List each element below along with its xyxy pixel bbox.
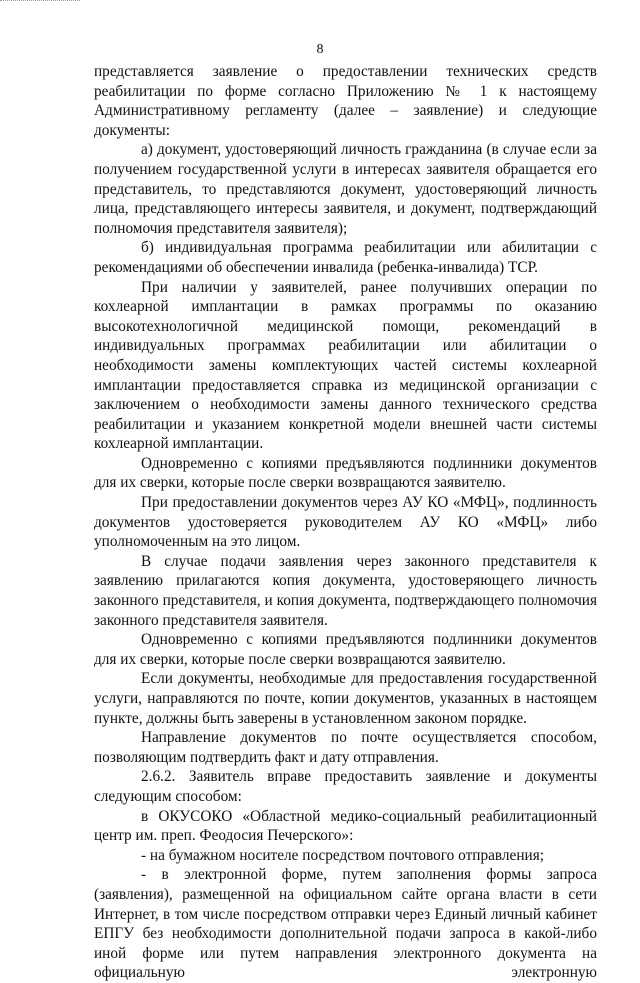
scan-artifact (0, 0, 80, 4)
paragraph-electronic: - в электронной форме, путем заполнения формы запроса (заявления), размещенной на официальном сайте органа власти в сети Интернет, в том числе посредством отправки через Единый личный кабинет ЕПГУ без необходимости дополнительной подачи запроса в какой-либо иной форме или путем направления электронного документа на официальную электронную (94, 866, 597, 982)
paragraph-item-a: а) документ, удостоверяющий личность гражданина (в случае если за получением государственной услуги в интересах заявителя обращается его представитель, то представляются документ, удостоверяющий личность лица, представляющего интересы заявителя, и документ, подтверждающий полномочия представителя заявителя); (94, 141, 597, 237)
paragraph-center: в ОКУСОКО «Областной медико-социальный реабилитационный центр им. преп. Феодосия Печерского»: (94, 807, 597, 845)
body-text (94, 62, 597, 983)
paragraph-cochlear: При наличии у заявителей, ранее получивших операции по кохлеарной имплантации в рамках программы по оказанию высокотехнологичной медицинской помощи, рекомендаций в индивидуальных программах реабилитации или абилитации о необходимости замены комплектующих частей системы кохлеарной имплантации предоставляется справка из медицинской организации с заключением о необходимости замены данного технического средства реабилитации и указанием конкретной модели внешней части системы кохлеарной имплантации. (94, 278, 597, 453)
paragraph-originals-repeat: Одновременно с копиями предъявляются подлинники документов для их сверки, которые после сверки возвращаются заявителю. (94, 631, 597, 668)
paragraph-intro: представляется заявление о предоставлении технических средств реабилитации по форме согласно Приложению № 1 к настоящему Административному регламенту (далее – заявление) и следующие документы: (94, 63, 597, 139)
paragraph-representative: В случае подачи заявления через законного представителя к заявлению прилагаются копия документа, удостоверяющего личность законного представителя, и копия документа, подтверждающего полномочия законного представителя заявителя. (94, 552, 597, 629)
paragraph-mail-copies: Если документы, необходимые для предоставления государственной услуги, направляются по почте, копии документов, указанных в настоящем пункте, должны быть заверены в установленном законом порядке. (94, 670, 597, 727)
paragraph-mail-method: Направление документов по почте осуществляется способом, позволяющим подтвердить факт и дату отправления. (94, 729, 597, 766)
page-number: 8 (316, 42, 324, 57)
paragraph-2-6-2: 2.6.2. Заявитель вправе предоставить заявление и документы следующим способом: (94, 768, 597, 805)
paragraph-item-b: б) индивидуальная программа реабилитации или абилитации с рекомендациями об обеспечении инвалида (ребенка-инвалида) ТСР. (94, 239, 597, 276)
paragraph-mfc: При предоставлении документов через АУ КО «МФЦ», подлинность документов удостоверяется руководителем АУ КО «МФЦ» либо уполномоченным на это лицом. (94, 494, 597, 551)
paragraph-originals: Одновременно с копиями предъявляются подлинники документов для их сверки, которые после сверки возвращаются заявителю. (94, 454, 597, 492)
paragraph-paper: - на бумажном носителе посредством почтового отправления; (141, 846, 544, 864)
